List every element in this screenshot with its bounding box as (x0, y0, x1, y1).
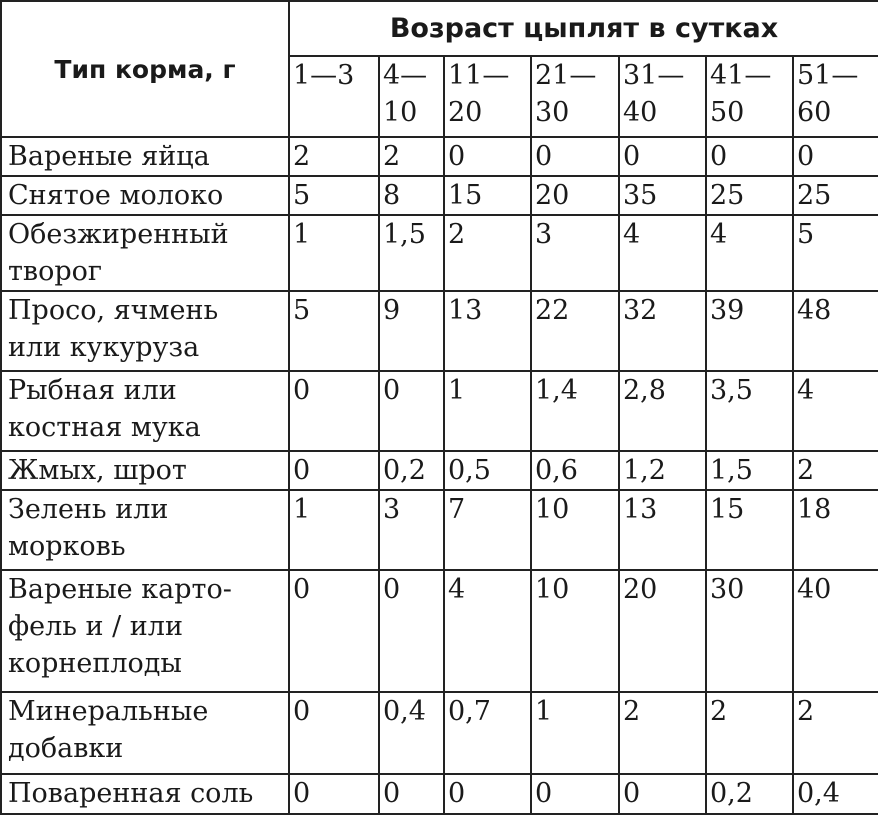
feed-name-line: Рыбная или (8, 375, 177, 406)
table-row (1, 215, 878, 291)
amount-cell: 0 (444, 774, 531, 814)
feed-name-cell (1, 176, 289, 215)
table-row (1, 291, 878, 371)
amount-cell: 8 (379, 176, 444, 215)
amount-cell: 0,4 (793, 774, 878, 814)
amount-cell: 20 (531, 176, 619, 215)
feed-name-line: Обезжиренный (8, 219, 229, 250)
amount-cell: 2 (706, 692, 793, 774)
age-column-header-line: 41— (710, 60, 772, 91)
amount-cell: 3 (379, 490, 444, 570)
amount-cell: 25 (706, 176, 793, 215)
amount-cell: 7 (444, 490, 531, 570)
amount-cell: 2 (793, 451, 878, 490)
amount-cell: 22 (531, 291, 619, 371)
age-column-header-line: 4— (383, 60, 428, 91)
feed-name-line: добавки (8, 733, 124, 764)
age-column-header-line: 1—3 (293, 60, 355, 91)
feed-name-line: Вареные яйца (8, 141, 210, 172)
feed-name-cell (1, 692, 289, 774)
amount-cell: 0 (531, 137, 619, 176)
feed-name-cell (1, 570, 289, 692)
amount-cell: 0,7 (444, 692, 531, 774)
amount-cell: 25 (793, 176, 878, 215)
amount-cell: 10 (531, 570, 619, 692)
amount-cell: 2,8 (619, 371, 706, 451)
amount-cell: 2 (619, 692, 706, 774)
amount-cell: 35 (619, 176, 706, 215)
table-row (1, 490, 878, 570)
age-column-header (444, 56, 531, 137)
feed-name-cell (1, 774, 289, 814)
amount-cell: 0 (289, 570, 379, 692)
feed-name-line: или кукуруза (8, 332, 200, 363)
feed-name-line: Зелень или (8, 494, 169, 525)
amount-cell: 13 (619, 490, 706, 570)
age-column-header (531, 56, 619, 137)
table-row (1, 570, 878, 692)
table-row (1, 774, 878, 814)
feed-table-body (1, 137, 878, 814)
age-column-header-line: 50 (710, 97, 745, 128)
amount-cell: 1 (444, 371, 531, 451)
amount-cell: 20 (619, 570, 706, 692)
table-row (1, 176, 878, 215)
age-column-header-line: 20 (448, 97, 483, 128)
feed-name-cell (1, 490, 289, 570)
amount-cell: 30 (706, 570, 793, 692)
amount-cell: 1 (289, 215, 379, 291)
amount-cell: 0 (619, 774, 706, 814)
amount-cell: 0,6 (531, 451, 619, 490)
feed-name-line: морковь (8, 531, 126, 562)
feed-name-cell (1, 215, 289, 291)
amount-cell: 0 (619, 137, 706, 176)
amount-cell: 2 (379, 137, 444, 176)
feed-name-line: фель и / или (8, 611, 183, 642)
amount-cell: 5 (289, 291, 379, 371)
feed-name-line: Просо, ячмень (8, 295, 219, 326)
amount-cell: 0 (793, 137, 878, 176)
table-row (1, 371, 878, 451)
amount-cell: 0 (289, 774, 379, 814)
amount-cell: 4 (619, 215, 706, 291)
amount-cell: 0 (444, 137, 531, 176)
age-column-header-line: 51— (797, 60, 859, 91)
table-row (1, 451, 878, 490)
age-column-header (379, 56, 444, 137)
amount-cell: 0,2 (706, 774, 793, 814)
amount-cell: 39 (706, 291, 793, 371)
amount-cell: 4 (793, 371, 878, 451)
age-column-header (289, 56, 379, 137)
amount-cell: 0,5 (444, 451, 531, 490)
feed-name-line: Поваренная соль (8, 778, 254, 809)
amount-cell: 13 (444, 291, 531, 371)
feed-name-line: Снятое молоко (8, 180, 224, 211)
amount-cell: 9 (379, 291, 444, 371)
table-row (1, 137, 878, 176)
amount-cell: 4 (706, 215, 793, 291)
age-column-header (793, 56, 878, 137)
amount-cell: 40 (793, 570, 878, 692)
amount-cell: 0 (706, 137, 793, 176)
amount-cell: 0 (289, 451, 379, 490)
amount-cell: 0 (289, 692, 379, 774)
amount-cell: 1 (289, 490, 379, 570)
feed-name-line: творог (8, 256, 103, 287)
amount-cell: 0 (289, 371, 379, 451)
table-row (1, 692, 878, 774)
amount-cell: 5 (289, 176, 379, 215)
amount-cell: 18 (793, 490, 878, 570)
age-column-header (706, 56, 793, 137)
age-column-header-line: 21— (535, 60, 597, 91)
feed-name-cell (1, 371, 289, 451)
amount-cell: 4 (444, 570, 531, 692)
amount-cell: 5 (793, 215, 878, 291)
amount-cell: 3 (531, 215, 619, 291)
amount-cell: 1,4 (531, 371, 619, 451)
age-column-header-line: 11— (448, 60, 510, 91)
feed-name-cell (1, 451, 289, 490)
feed-name-cell (1, 137, 289, 176)
feed-name-line: Жмых, шрот (8, 455, 187, 486)
feed-type-header: Тип корма, г (1, 1, 289, 137)
amount-cell: 1,5 (706, 451, 793, 490)
feed-name-line: Минеральные (8, 696, 209, 727)
amount-cell: 0 (531, 774, 619, 814)
amount-cell: 0,2 (379, 451, 444, 490)
amount-cell: 1,5 (379, 215, 444, 291)
amount-cell: 48 (793, 291, 878, 371)
amount-cell: 3,5 (706, 371, 793, 451)
feed-name-cell (1, 291, 289, 371)
feed-name-line: корнеплоды (8, 648, 182, 679)
amount-cell: 2 (793, 692, 878, 774)
amount-cell: 10 (531, 490, 619, 570)
age-group-header: Возраст цыплят в сутках (289, 1, 878, 56)
amount-cell: 1,2 (619, 451, 706, 490)
age-column-header-line: 30 (535, 97, 570, 128)
age-column-header-line: 10 (383, 97, 418, 128)
feed-name-line: костная мука (8, 412, 201, 443)
age-column-header-line: 40 (623, 97, 658, 128)
amount-cell: 0 (379, 774, 444, 814)
amount-cell: 2 (444, 215, 531, 291)
amount-cell: 1 (531, 692, 619, 774)
age-column-header-line (293, 94, 378, 131)
amount-cell: 32 (619, 291, 706, 371)
feed-name-line: Вареные карто- (8, 574, 232, 605)
age-column-header-line: 31— (623, 60, 685, 91)
amount-cell: 2 (289, 137, 379, 176)
amount-cell: 0 (379, 371, 444, 451)
amount-cell: 15 (706, 490, 793, 570)
age-column-header-line: 60 (797, 97, 832, 128)
amount-cell: 0 (379, 570, 444, 692)
amount-cell: 15 (444, 176, 531, 215)
amount-cell: 0,4 (379, 692, 444, 774)
age-column-header (619, 56, 706, 137)
